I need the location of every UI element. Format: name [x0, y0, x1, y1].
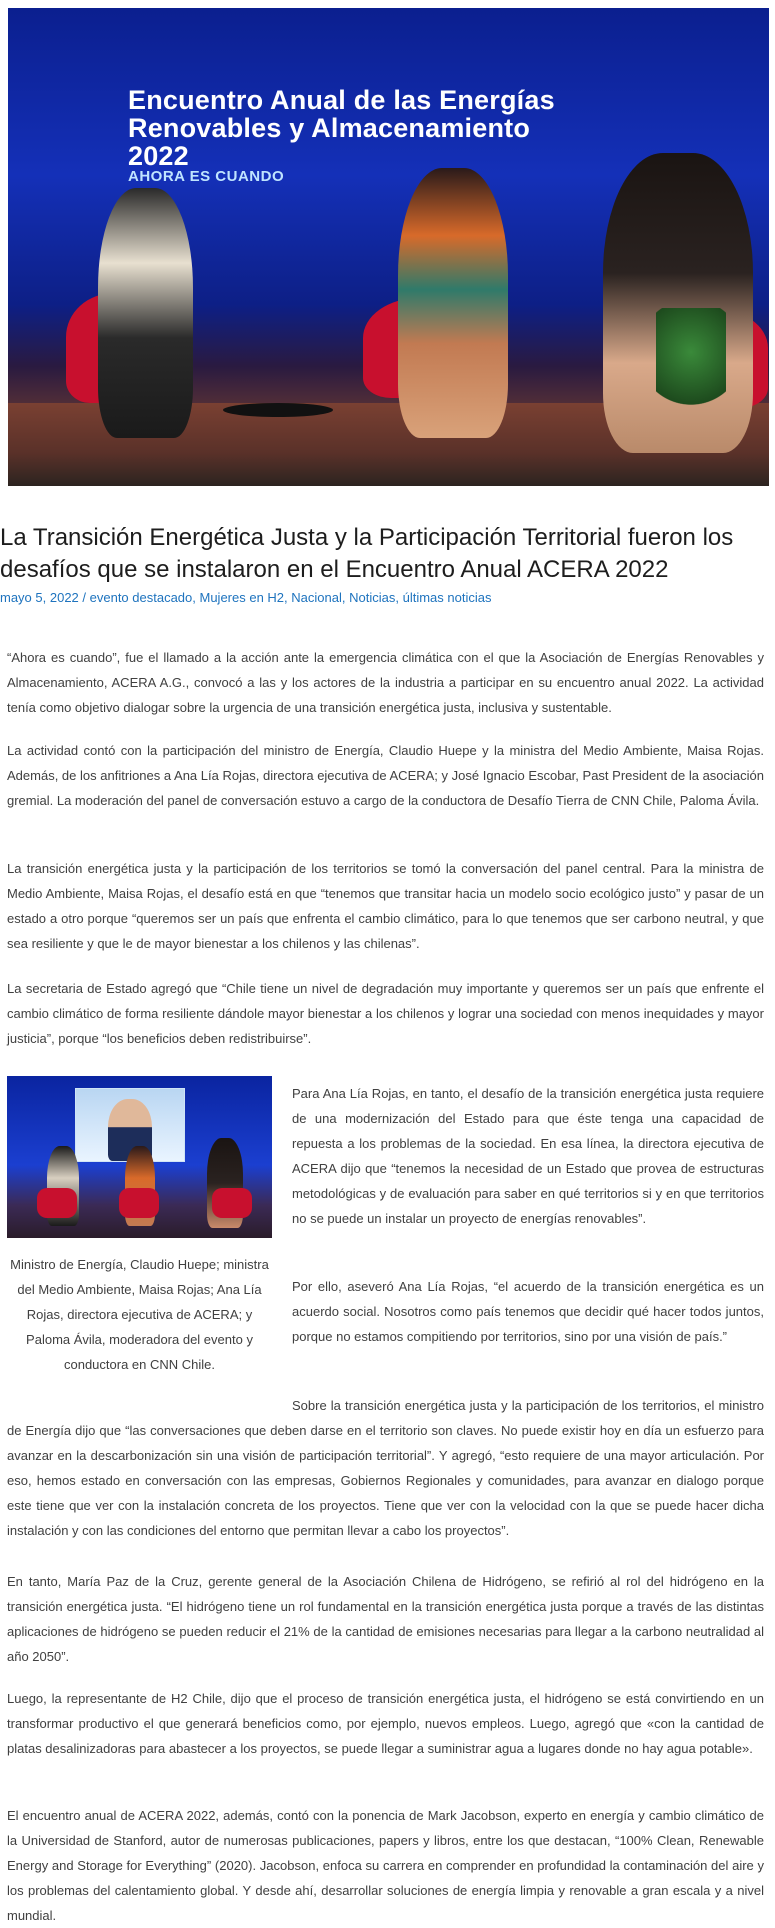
photo-caption: Ministro de Energía, Claudio Huepe; ministra del Medio Ambiente, Maisa Rojas; Ana Lía Rojas, directora ejecutiva de ACERA; y Paloma Ávila, moderadora del evento y conductora en CNN Chile.	[10, 1257, 269, 1372]
paragraph-9: Luego, la representante de H2 Chile, dijo que el proceso de transición energética justa, el hidrógeno se está convirtiendo en un transformar productivo el que generará beneficios como, por ejemplo, nuevos empleos. Luego, agregó que «con la cantidad de platas desalinizadoras para abastecer a los proyectos, se puede llegar a suministrar agua a lugares donde no hay agua potable».	[7, 1691, 764, 1756]
table-center	[223, 403, 333, 417]
paragraph-4: La secretaria de Estado agregó que “Chile tiene un nivel de degradación muy importante y queremos ser un país que enfrente el cambio climático de forma resiliente dándole mayor bienestar a los chilenos y lograr una sociedad con menos inequidades y mayor justicia”, porque “los beneficios deben redistribuirse”.	[7, 981, 764, 1046]
paragraph-10: El encuentro anual de ACERA 2022, además, contó con la ponencia de Mark Jacobson, experto en energía y cambio climático de la Universidad de Stanford, autor de numerosas publicaciones, papers y libros, entre los que destacan, “100% Clean, Renewable Energy and Storage for Everything” (2020). Jacobson, enfoca su carrera en comprender en profundidad la contaminación del aire y los problemas del calentamiento global. Y desde ahí, desarrollar soluciones de energía limpia y renovable a gran escala y a nivel mundial.	[7, 1808, 764, 1923]
hero-event-title: Encuentro Anual de las Energías Renovables y Almacenamiento 2022	[128, 85, 555, 171]
paragraph-5: Para Ana Lía Rojas, en tanto, el desafío de la transición energética justa requiere de una modernización del Estado para que éste tenga una capacidad de repuesta a los problemas de la sociedad. En esa línea, la directora ejecutiva de ACERA dijo que “tenemos la necesidad de un Estado que provea de estructuras metodológicas y de evaluación para saber en qué territorios si y en que territorios no se puede un instalar un proyecto de energías renovables”.	[292, 1086, 764, 1226]
article-date[interactable]: mayo 5, 2022	[0, 590, 79, 605]
hero-event-subtitle: AHORA ES CUANDO	[128, 168, 285, 185]
category-link-evento-destacado[interactable]: evento destacado	[89, 590, 193, 605]
inline-photo	[7, 1076, 272, 1238]
category-link-noticias[interactable]: Noticias	[349, 590, 396, 605]
category-link-ultimas-noticias[interactable]: últimas noticias	[402, 590, 492, 605]
article-meta: mayo 5, 2022 / evento destacado, Mujeres en H2, Nacional, Noticias, últimas noticias	[0, 590, 492, 605]
article-headline: La Transición Energética Justa y la Participación Territorial fueron los desafíos que se instalaron en el Encuentro Anual ACERA 2022	[0, 524, 734, 583]
person-left	[98, 188, 193, 438]
person-center	[398, 168, 508, 438]
paragraph-6: Por ello, aseveró Ana Lía Rojas, “el acuerdo de la transición energética es un acuerdo social. Nosotros como país tenemos que decidir qué hacer todos juntos, porque no estamos compitiendo por territorios, sino por una visión de país.”	[292, 1279, 764, 1344]
paragraph-7: Sobre la transición energética justa y la participación de los territorios, el ministro de Energía dijo que “las conversaciones que deben darse en el territorio son claves. No puede existir hoy en día un esfuerzo para avanzar en la descarbonización sin una visión de participación territorial”. Y agregó, “esto requiere de una mayor articulación. Por eso, hemos estado en conversación con las empresas, Gobiernos Regionales y comunidades, para avanzar en dialogo porque este tiene que ver con la instalación concreta de los proyectos. Tiene que ver con la velocidad con la que se puede hacer dicha instalación y con las condiciones del entorno que permitan llevar a cabo los proyectos”.	[7, 1398, 764, 1538]
paragraph-1: “Ahora es cuando”, fue el llamado a la acción ante la emergencia climática con el que la Asociación de Energías Renovables y Almacenamiento, ACERA A.G., convocó a las y los actores de la industria a participar en su encuentro anual 2022. La actividad tenía como objetivo dialogar sobre la urgencia de una transición energética justa, inclusiva y sustentable.	[7, 650, 764, 715]
plant-right	[656, 308, 726, 418]
paragraph-2: La actividad contó con la participación del ministro de Energía, Claudio Huepe y la ministra del Medio Ambiente, Maisa Rojas. Además, de los anfitriones a Ana Lía Rojas, directora ejecutiva de ACERA; y José Ignacio Escobar, Past President de la asociación gremial. La moderación del panel de conversación estuvo a cargo de la conductora de Desafío Tierra de CNN Chile, Paloma Ávila.	[7, 743, 764, 808]
paragraph-8: En tanto, María Paz de la Cruz, gerente general de la Asociación Chilena de Hidrógeno, se refirió al rol del hidrógeno en la transición energética justa. “El hidrógeno tiene un rol fundamental en la transición energética justa porque a través de las distintas aplicaciones de hidrógeno se pueden reducir el 21% de la cantidad de emisiones necesarias para llegar a la carbono neutralidad al año 2050”.	[7, 1574, 764, 1664]
hero-image	[8, 8, 769, 486]
category-link-mujeres-en-h2[interactable]: Mujeres en H2	[199, 590, 285, 605]
category-link-nacional[interactable]: Nacional	[291, 590, 342, 605]
meta-separator: /	[78, 590, 90, 605]
paragraph-3: La transición energética justa y la participación de los territorios se tomó la conversación del panel central. Para la ministra de Medio Ambiente, Maisa Rojas, el desafío está en que “tenemos que transitar hacia un modelo socio ecológico justo” y pasar de un estado a otro porque “queremos ser un país que enfrenta el cambio climático, para lo que tenemos que ser carbono neutral, y que sea resiliente y que le de mayor bienestar a los chilenos y las chilenas”.	[7, 861, 764, 951]
